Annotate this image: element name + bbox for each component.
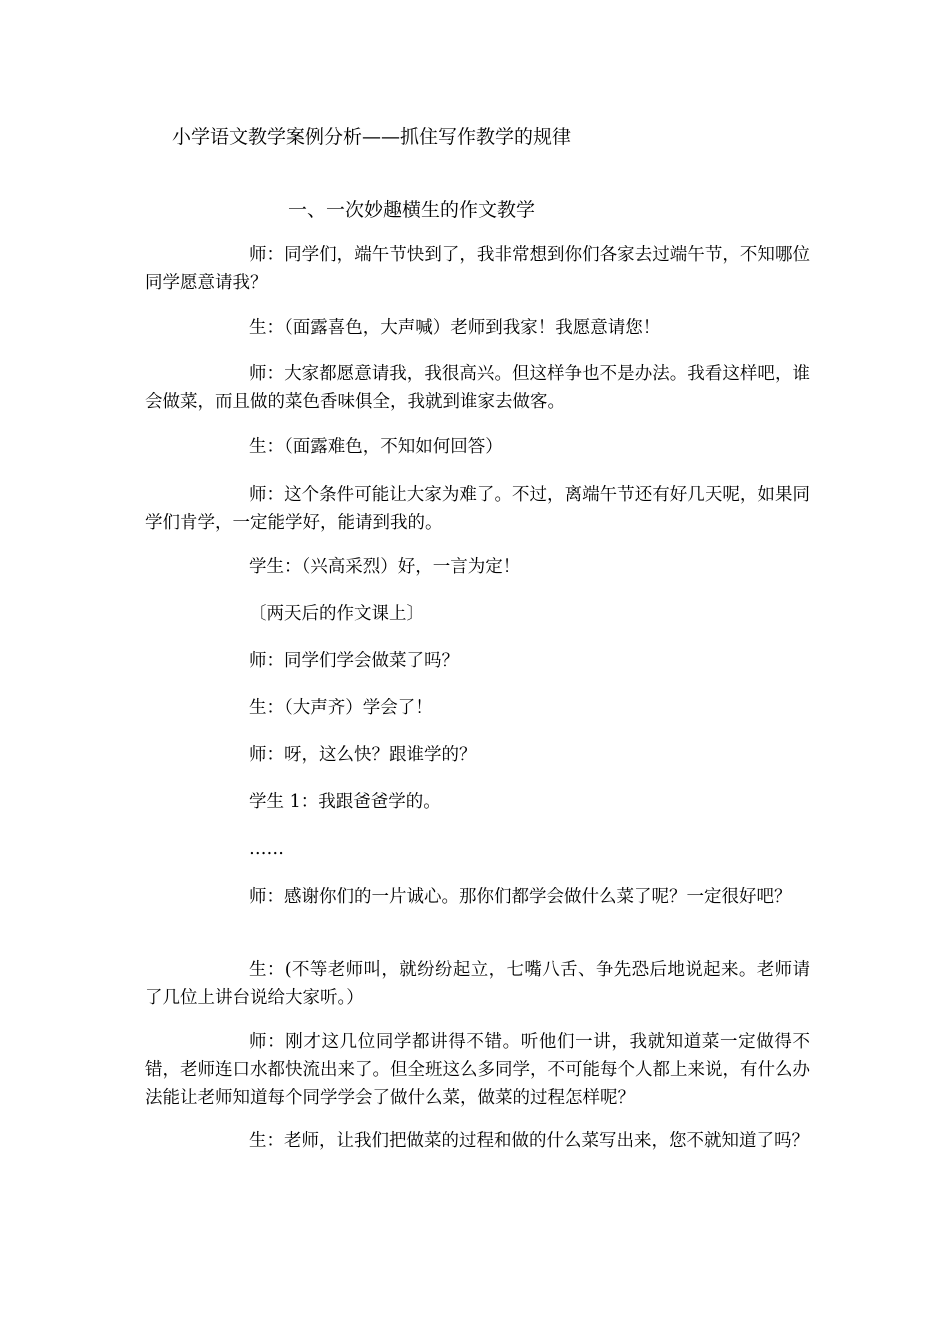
dialogue-paragraph: 师：呀，这么快？跟谁学的？ [249, 745, 477, 765]
dialogue-paragraph: 学生 1：我跟爸爸学的。 [249, 792, 441, 812]
dialogue-paragraph: 生：（面露喜色，大声喊）老师到我家！我愿意请您！ [249, 318, 661, 338]
dialogue-paragraph: 师：同学们学会做菜了吗？ [249, 651, 459, 671]
dialogue-paragraph: 学生：（兴高采烈）好，一言为定！ [249, 557, 521, 577]
ellipsis-paragraph: …… [249, 839, 284, 859]
dialogue-paragraph: 师：刚才这几位同学都讲得不错。听他们一讲，我就知道菜一定做得不错，老师连口水都快流出来了。但全班这么多同学，不可能每个人都上来说，有什么办法能让老师知道每个同学学会了做什么菜，做菜的过程怎样呢？ [145, 1032, 810, 1108]
dialogue-paragraph: 生：(不等老师叫，就纷纷起立，七嘴八舌、争先恐后地说起来。老师请了几位上讲台说给大家听。） [145, 960, 810, 1008]
dialogue-paragraph: 生：老师，让我们把做菜的过程和做的什么菜写出来，您不就知道了吗？ [249, 1131, 809, 1151]
dialogue-paragraph: 师：大家都愿意请我，我很高兴。但这样争也不是办法。我看这样吧，谁会做菜，而且做的菜色香味俱全，我就到谁家去做客。 [145, 364, 810, 412]
document-title: 小学语文教学案例分析——抓住写作教学的规律 [172, 126, 572, 148]
section-heading: 一、一次妙趣横生的作文教学 [288, 199, 536, 221]
dialogue-paragraph: 师：感谢你们的一片诚心。那你们都学会做什么菜了呢？一定很好吧？ [249, 887, 792, 907]
dialogue-paragraph: 生：（大声齐）学会了！ [249, 698, 433, 718]
dialogue-paragraph: 师：这个条件可能让大家为难了。不过，离端午节还有好几天呢，如果同学们肯学，一定能学好，能请到我的。 [145, 485, 810, 533]
dialogue-paragraph: 生：（面露难色，不知如何回答） [249, 437, 503, 457]
dialogue-paragraph: 师：同学们，端午节快到了，我非常想到你们各家去过端午节，不知哪位同学愿意请我？ [145, 245, 810, 293]
stage-direction: 〔两天后的作文课上〕 [249, 604, 424, 624]
